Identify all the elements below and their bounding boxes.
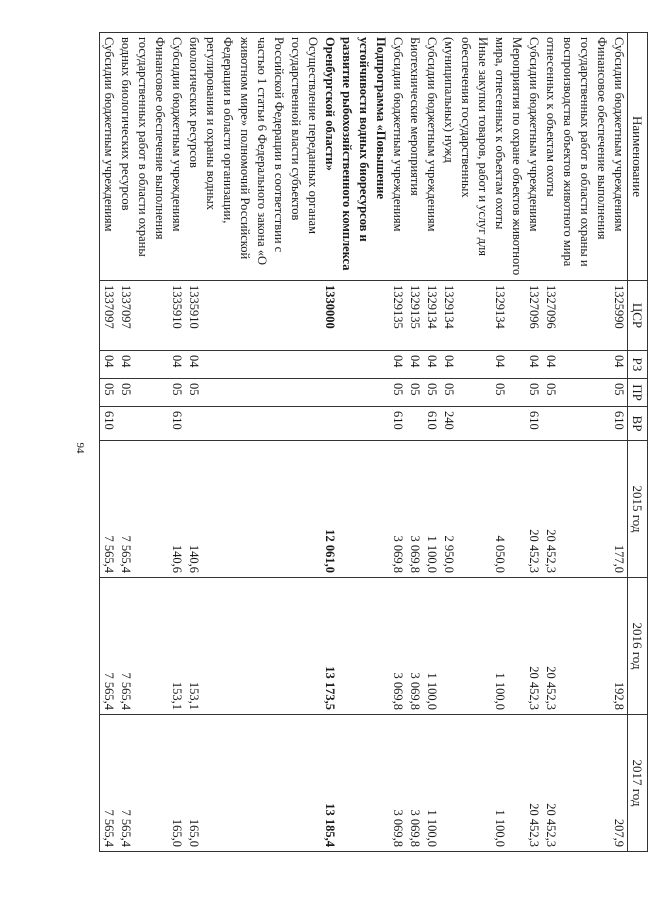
cell-vr: 610 [100,407,118,441]
table-row [100,33,118,852]
cell-pr: 05 [185,379,321,407]
cell-rz: 04 [117,351,168,379]
cell-name: Субсидии бюджетным учреждениям [389,33,406,281]
cell-rz: 04 [423,351,440,379]
cell-y2016: 7 565,4 [117,578,168,715]
cell-rz: 04 [100,351,118,379]
cell-vr: 610 [525,407,542,441]
cell-name: Подпрограмма «Повышение устойчивости водных биоресурсов и развитие рыбохозяйственного комплекса Оренбургской области» [321,33,389,281]
cell-rz: 04 [389,351,406,379]
cell-vr: 610 [610,407,628,441]
cell-vr [117,407,168,441]
budget-table-rotated [88,32,648,852]
cell-rz: 04 [440,351,491,379]
cell-y2017 [440,715,491,852]
cell-y2017: 7 565,4 [100,715,118,852]
cell-vr: 240 [440,407,491,441]
cell-name: Финансовое обеспечение выполнения государственных работ в области охраны и воспроизводства объектов животного мира отнесенных к объектам охоты [542,33,610,281]
cell-vr: 610 [389,407,406,441]
cell-y2015: 20 452,3 [525,441,542,578]
cell-pr: 05 [168,379,185,407]
cell-name: Субсидии бюджетным учреждениям [525,33,542,281]
cell-y2015: 140,6 [168,441,185,578]
cell-y2015: 20 452,3 [542,441,610,578]
cell-y2017: 207,9 [610,715,628,852]
header-pr: ПР [628,379,648,407]
cell-csr: 1335910 [185,281,321,351]
cell-y2016: 7 565,4 [100,578,118,715]
cell-csr: 1335910 [168,281,185,351]
cell-name: Биотехнические мероприятия [406,33,423,281]
budget-table [99,32,648,852]
cell-csr: 1329135 [406,281,423,351]
cell-y2017: 1 100,0 [423,715,440,852]
cell-y2016: 192,8 [610,578,628,715]
cell-csr: 1325990 [610,281,628,351]
cell-name: Субсидии бюджетным учреждениям [423,33,440,281]
cell-vr [406,407,423,441]
cell-rz: 04 [168,351,185,379]
cell-y2015: 7 565,4 [117,441,168,578]
cell-csr: 1330000 [321,281,389,351]
cell-pr: 05 [406,379,423,407]
cell-csr: 1329134 [423,281,440,351]
cell-y2015: 177,0 [610,441,628,578]
table-row [389,33,406,852]
cell-csr: 1329135 [389,281,406,351]
cell-csr: 1329134 [440,281,491,351]
table-body [100,33,628,852]
table-row [185,33,321,852]
cell-y2015: 3 069,8 [389,441,406,578]
cell-y2016: 3 069,8 [389,578,406,715]
header-2016: 2016 год [628,578,648,715]
cell-rz: 04 [610,351,628,379]
table-row [117,33,168,852]
cell-y2016: 153,1 [185,578,321,715]
cell-name: Субсидии бюджетным учреждениям [168,33,185,281]
cell-csr: 1337097 [100,281,118,351]
cell-vr [185,407,321,441]
header-2015: 2015 год [628,441,648,578]
cell-csr: 1337097 [117,281,168,351]
cell-vr [542,407,610,441]
cell-rz: 04 [542,351,610,379]
table-row [525,33,542,852]
cell-pr: 05 [117,379,168,407]
cell-rz [321,351,389,379]
cell-pr: 05 [440,379,491,407]
cell-y2017: 165,0 [168,715,185,852]
header-csr: ЦСР [628,281,648,351]
table-row [406,33,423,852]
cell-y2017: 13 185,4 [321,715,389,852]
cell-pr: 05 [100,379,118,407]
cell-vr [321,407,389,441]
cell-y2015: 3 069,8 [406,441,423,578]
cell-y2016: 20 452,3 [542,578,610,715]
cell-y2016: 153,1 [168,578,185,715]
table-row [440,33,491,852]
cell-csr: 1327096 [542,281,610,351]
header-2017: 2017 год [628,715,648,852]
cell-rz: 04 [525,351,542,379]
table-row [168,33,185,852]
table-header-row [628,33,648,852]
cell-pr: 05 [423,379,440,407]
cell-y2016: 1 100,0 [423,578,440,715]
cell-y2017: 7 565,4 [117,715,168,852]
cell-y2016: 20 452,3 [525,578,542,715]
cell-vr: 610 [423,407,440,441]
cell-vr [491,407,525,441]
cell-name: Иные закупки товаров, работ и услуг для обеспечения государственных (муниципальных) нужд [440,33,491,281]
cell-y2017: 20 452,3 [525,715,542,852]
cell-pr: 05 [525,379,542,407]
cell-pr [321,379,389,407]
cell-rz: 04 [406,351,423,379]
cell-y2015: 1 100,0 [423,441,440,578]
cell-name: Субсидии бюджетным учреждениям [100,33,118,281]
table-row [491,33,525,852]
cell-csr: 1329134 [491,281,525,351]
cell-y2016: 3 069,8 [406,578,423,715]
cell-pr: 05 [610,379,628,407]
cell-vr: 610 [168,407,185,441]
cell-rz: 04 [491,351,525,379]
cell-y2015: 7 565,4 [100,441,118,578]
cell-y2015: 4 050,0 [491,441,525,578]
cell-pr: 05 [389,379,406,407]
table-row [423,33,440,852]
table-row [610,33,628,852]
cell-name: Осуществление переданных органам государственной власти субъектов Российской Федерации в соответствии с частью 1 статьи 6 Федерального закона «О животном мире» полномочий Российской Федерации в области организации, регулирования и охраны водных биологических ресурсов [185,33,321,281]
cell-y2017: 3 069,8 [389,715,406,852]
header-rz: РЗ [628,351,648,379]
cell-y2017: 3 069,8 [406,715,423,852]
cell-y2016: 1 100,0 [491,578,525,715]
page-number: 94 [74,442,86,454]
header-name: Наименование [628,33,648,281]
cell-name: Субсидии бюджетным учреждениям [610,33,628,281]
cell-y2015: 140,6 [185,441,321,578]
header-vr: ВР [628,407,648,441]
cell-y2015: 12 061,0 [321,441,389,578]
table-row [321,33,389,852]
cell-y2015: 2 950,0 [440,441,491,578]
cell-y2017: 20 452,3 [542,715,610,852]
cell-y2016 [440,578,491,715]
cell-y2017: 1 100,0 [491,715,525,852]
cell-csr: 1327096 [525,281,542,351]
cell-y2016: 13 173,5 [321,578,389,715]
cell-y2017: 165,0 [185,715,321,852]
cell-pr: 05 [542,379,610,407]
cell-name: Мероприятия по охране объектов животного мира, отнесенных к объектам охоты [491,33,525,281]
table-row [542,33,610,852]
cell-pr: 05 [491,379,525,407]
cell-name: Финансовое обеспечение выполнения государственных работ в области охраны водных биологических ресурсов [117,33,168,281]
cell-rz: 04 [185,351,321,379]
